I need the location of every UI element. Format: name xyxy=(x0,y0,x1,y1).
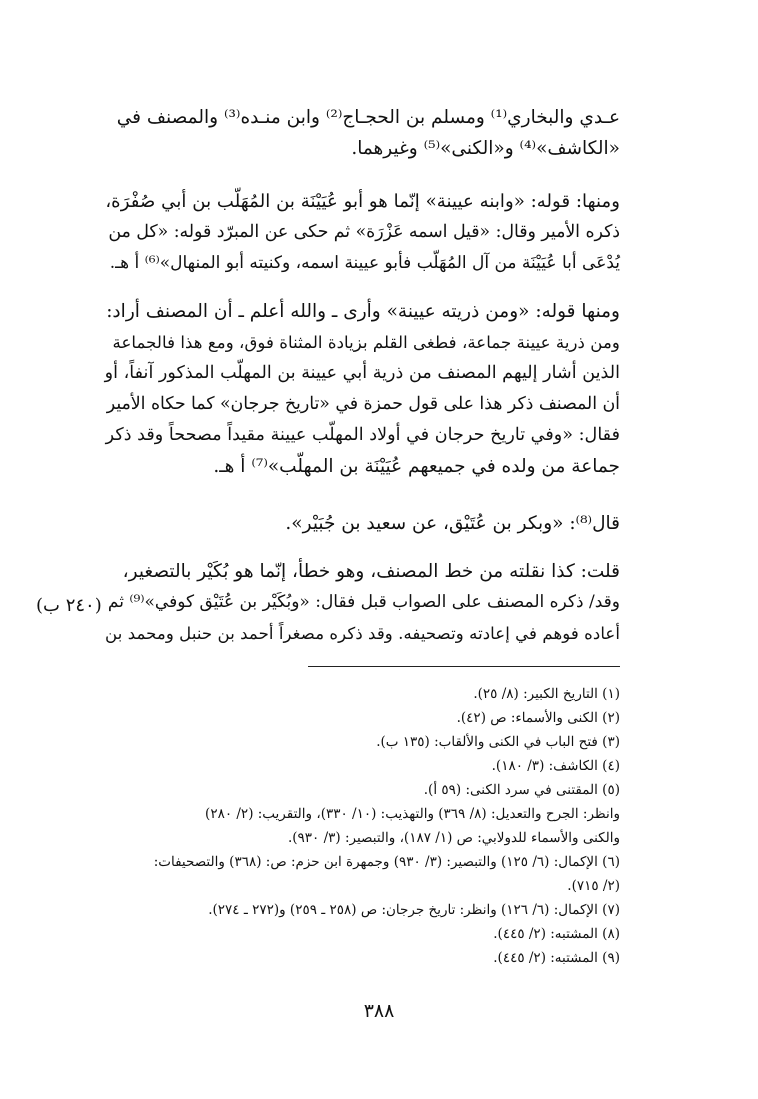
footnote: (٧) الإكمال: (٦/ ١٢٦) وانظر: تاريخ جرجان: ص (٢٥٨ ـ ٢٥٩) و(٢٧٢ ـ ٢٧٤). xyxy=(208,902,620,918)
footnote-continuation: (٢/ ٧١٥). xyxy=(567,878,620,894)
paragraph-2 xyxy=(105,186,620,279)
page-number: ٣٨٨ xyxy=(363,1000,395,1022)
text-line: قلت: كذا نقلته من خط المصنف، وهو خطأ، إنّما هو بُكَيْر بالتصغير، xyxy=(122,561,620,582)
text-line: أن المصنف ذكر هذا على قول حمزة في «تاريخ جرجان» كما حكاه الأمير xyxy=(106,394,620,414)
text-line: جماعة من ولده في جميعهم عُيَيْنَة بن المهلّب»⁽⁷⁾ أ هـ. xyxy=(213,456,620,477)
footnotes-list xyxy=(105,682,620,970)
text-line: قال⁽⁸⁾: «وبكر بن عُتَيْق، عن سعيد بن جُبَيْر». xyxy=(285,513,620,534)
text-line: يُدْعَى أبا عُيَيْنَة من آل المُهَلّب فأبو عيينة اسمه، وكنيته أبو المنهال»⁽⁶⁾ أ هـ. xyxy=(109,253,620,273)
text-line: فقال: «وفي تاريخ حرجان في أولاد المهلّب عيينة مقيداً مصححاً وقد ذكر xyxy=(105,425,620,445)
text-line: الذين أشار إليهم المصنف من ذرية أبي عيينة بن المهلّب المذكور آنفاً، أو xyxy=(104,363,620,383)
text-line: ومنها قوله: «ومن ذريته عيينة» وأرى ـ والله أعلم ـ أن المصنف أراد: xyxy=(106,301,620,322)
footnote: (٤) الكاشف: (٣/ ١٨٠). xyxy=(491,758,620,774)
footnote: (١) التاريخ الكبير: (٨/ ٢٥). xyxy=(473,686,620,702)
text-line: وقد/ ذكره المصنف على الصواب قبل فقال: «وبُكَيْر بن عُتَيْق كوفي»⁽⁹⁾ ثم xyxy=(107,592,620,612)
footnote: (٥) المقتنى في سرد الكنى: (٥٩ أ). xyxy=(423,782,620,798)
text-line: «الكاشف»⁽⁴⁾ و«الكنى»⁽⁵⁾ وغيرهما. xyxy=(351,138,620,159)
footnote: (٨) المشتبه: (٢/ ٤٤٥). xyxy=(493,926,620,942)
footnote-continuation: والكنى والأسماء للدولابي: ص (١/ ١٨٧)، والتبصير: (٣/ ٩٣٠). xyxy=(287,830,620,846)
paragraph-4 xyxy=(105,508,620,539)
footnote: (٢) الكنى والأسماء: ص (٤٢). xyxy=(456,710,620,726)
text-line: ومن ذرية عيينة جماعة، فطغى القلم بزيادة المثناة فوق، ومع هذا فالجماعة xyxy=(112,332,620,352)
text-line: ومنها: قوله: «وابنه عيينة» إنّما هو أبو عُيَيْنَة بن المُهَلّب بن أبي صُفْرَة، xyxy=(105,191,620,212)
text-line: ذكره الأمير وقال: «قيل اسمه عَزْرَة» ثم حكى عن المبرّد قوله: «كل من xyxy=(108,222,620,242)
footnote: وانظر: الجرح والتعديل: (٨/ ٣٦٩) والتهذيب: (١٠/ ٣٣٠)، والتقريب: (٢/ ٢٨٠) xyxy=(205,806,620,822)
paragraph-5 xyxy=(105,556,620,649)
text-line: عـدي والبخاري⁽¹⁾ ومسلم بن الحجـاج⁽²⁾ وابن منـده⁽³⁾ والمصنف في xyxy=(116,107,620,128)
footnote: (٦) الإكمال: (٦/ ١٢٥) والتبصير: (٣/ ٩٣٠) وجمهرة ابن حزم: ص: (٣٦٨) والتصحيفات: xyxy=(153,854,620,870)
manuscript-folio-marker: (٢٤٠ ب) xyxy=(36,595,102,616)
footnote: (٩) المشتبه: (٢/ ٤٤٥). xyxy=(493,950,620,966)
paragraph-3 xyxy=(105,296,620,482)
paragraph-1 xyxy=(105,102,620,164)
footnote: (٣) فتح الباب في الكنى والألقاب: (١٣٥ ب). xyxy=(376,734,620,750)
text-line: أعاده فوهم في إعادته وتصحيفه. وقد ذكره مصغراً أحمد بن حنبل ومحمد بن xyxy=(105,623,620,643)
footnote-divider xyxy=(308,666,620,667)
